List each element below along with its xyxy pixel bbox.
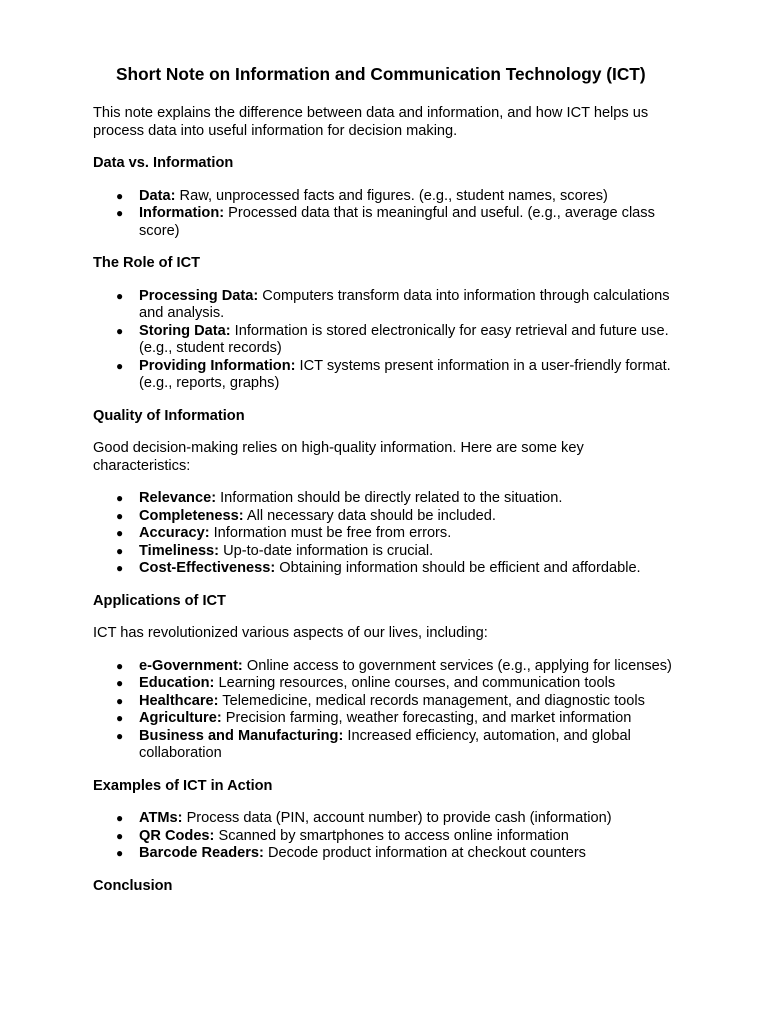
list-item-text: Information should be directly related to the situation.: [216, 490, 563, 506]
list-item: [93, 728, 683, 763]
list-applications-of-ict: [93, 658, 683, 763]
list-item-text: Obtaining information should be efficient and affordable.: [275, 560, 641, 576]
bullet-icon: ●: [116, 811, 124, 825]
list-item: [93, 508, 683, 526]
list-item: [93, 205, 683, 240]
bullet-icon: ●: [116, 828, 124, 843]
list-item-text: Online access to government services (e.g., applying for licenses): [242, 657, 672, 674]
heading-role-of-ict: The Role of ICT: [93, 255, 201, 271]
document-title: Short Note on Information and Communication Technology (ICT): [116, 64, 646, 84]
bullet-icon: ●: [116, 288, 124, 303]
applications-intro-paragraph: ICT has revolutionized various aspects of our lives, including:: [93, 625, 488, 641]
document-page: [93, 62, 683, 910]
list-item-text: ICT systems present information in a user-friendly format. (e.g., reports, graphs): [139, 357, 671, 391]
list-item-term: Barcode Readers:: [139, 845, 264, 861]
bullet-icon: ●: [116, 658, 124, 673]
list-item-text: Precision farming, weather forecasting, and market information: [221, 710, 632, 726]
list-item-term: e-Government:: [139, 657, 243, 674]
list-item-text: Scanned by smartphones to access online information: [214, 827, 569, 844]
list-item-term: Healthcare:: [139, 692, 219, 709]
list-item-term: ATMs:: [139, 810, 183, 826]
list-item-term: Business and Manufacturing:: [139, 727, 344, 744]
bullet-icon: ●: [116, 711, 124, 725]
list-item-text: Information must be free from errors.: [209, 525, 452, 541]
bullet-icon: ●: [116, 358, 124, 373]
heading-quality-of-information: Quality of Information: [93, 407, 245, 424]
list-item-term: Education:: [139, 675, 215, 691]
list-item-text: Processed data that is meaningful and useful. (e.g., average class score): [139, 205, 655, 239]
list-item-term: Providing Information:: [139, 357, 296, 374]
list-quality-of-information: [93, 490, 683, 578]
list-item-text: Increased efficiency, automation, and global collaboration: [139, 727, 631, 761]
list-item-text: Process data (PIN, account number) to provide cash (information): [182, 810, 612, 826]
quality-intro-paragraph: Good decision-making relies on high-quality information. Here are some key characteristics:: [93, 440, 584, 474]
list-item: [93, 323, 683, 358]
list-item-term: Information:: [139, 205, 225, 221]
list-item: [93, 525, 683, 543]
bullet-icon: ●: [116, 188, 124, 203]
list-item-text: Computers transform data into information through calculations and analysis.: [139, 287, 670, 321]
bullet-icon: ●: [116, 323, 124, 338]
heading-examples-of-ict: Examples of ICT in Action: [93, 777, 273, 794]
bullet-icon: ●: [116, 543, 124, 558]
list-item: [93, 188, 683, 206]
list-item: [93, 710, 683, 728]
list-item-text: Raw, unprocessed facts and figures. (e.g., student names, scores): [175, 187, 608, 204]
list-item: [93, 490, 683, 508]
bullet-icon: ●: [116, 206, 124, 220]
list-item-text: Up-to-date information is crucial.: [219, 542, 434, 559]
list-item: [93, 810, 683, 828]
intro-paragraph: This note explains the difference between data and information, and how ICT helps us process data into useful information for decision making.: [93, 105, 649, 139]
list-item: [93, 543, 683, 561]
list-item-term: Data:: [139, 187, 176, 204]
bullet-icon: ●: [116, 491, 124, 505]
list-item: [93, 828, 683, 846]
list-item-text: Decode product information at checkout counters: [263, 845, 586, 861]
list-item-term: Accuracy:: [139, 525, 210, 541]
list-examples-of-ict: [93, 810, 683, 863]
list-item: [93, 658, 683, 676]
list-item-term: Agriculture:: [139, 710, 222, 726]
list-item-term: QR Codes:: [139, 827, 215, 844]
list-data-vs-information: [93, 188, 683, 241]
list-item-term: Completeness:: [139, 507, 244, 524]
bullet-icon: ●: [116, 676, 124, 690]
list-role-of-ict: [93, 288, 683, 393]
list-item: [93, 675, 683, 693]
bullet-icon: ●: [116, 846, 124, 860]
list-item: [93, 358, 683, 393]
bullet-icon: ●: [116, 526, 124, 540]
list-item-text: Information is stored electronically for easy retrieval and future use. (e.g., student records): [139, 322, 669, 356]
list-item-term: Timeliness:: [139, 542, 220, 559]
list-item-text: All necessary data should be included.: [243, 507, 496, 524]
list-item-term: Processing Data:: [139, 287, 259, 304]
list-item-term: Storing Data:: [139, 322, 231, 339]
list-item: [93, 845, 683, 863]
list-item: [93, 693, 683, 711]
list-item: [93, 288, 683, 323]
bullet-icon: ●: [116, 728, 124, 743]
list-item: [93, 560, 683, 578]
list-item-text: Learning resources, online courses, and communication tools: [214, 675, 616, 691]
list-item-term: Cost-Effectiveness:: [139, 560, 276, 576]
list-item-term: Relevance:: [139, 490, 217, 506]
heading-data-vs-information: Data vs. Information: [93, 155, 234, 171]
list-item-text: Telemedicine, medical records management, and diagnostic tools: [218, 692, 645, 709]
bullet-icon: ●: [116, 561, 124, 575]
heading-conclusion: Conclusion: [93, 877, 173, 894]
bullet-icon: ●: [116, 693, 124, 708]
heading-applications-of-ict: Applications of ICT: [93, 592, 226, 609]
bullet-icon: ●: [116, 508, 124, 523]
